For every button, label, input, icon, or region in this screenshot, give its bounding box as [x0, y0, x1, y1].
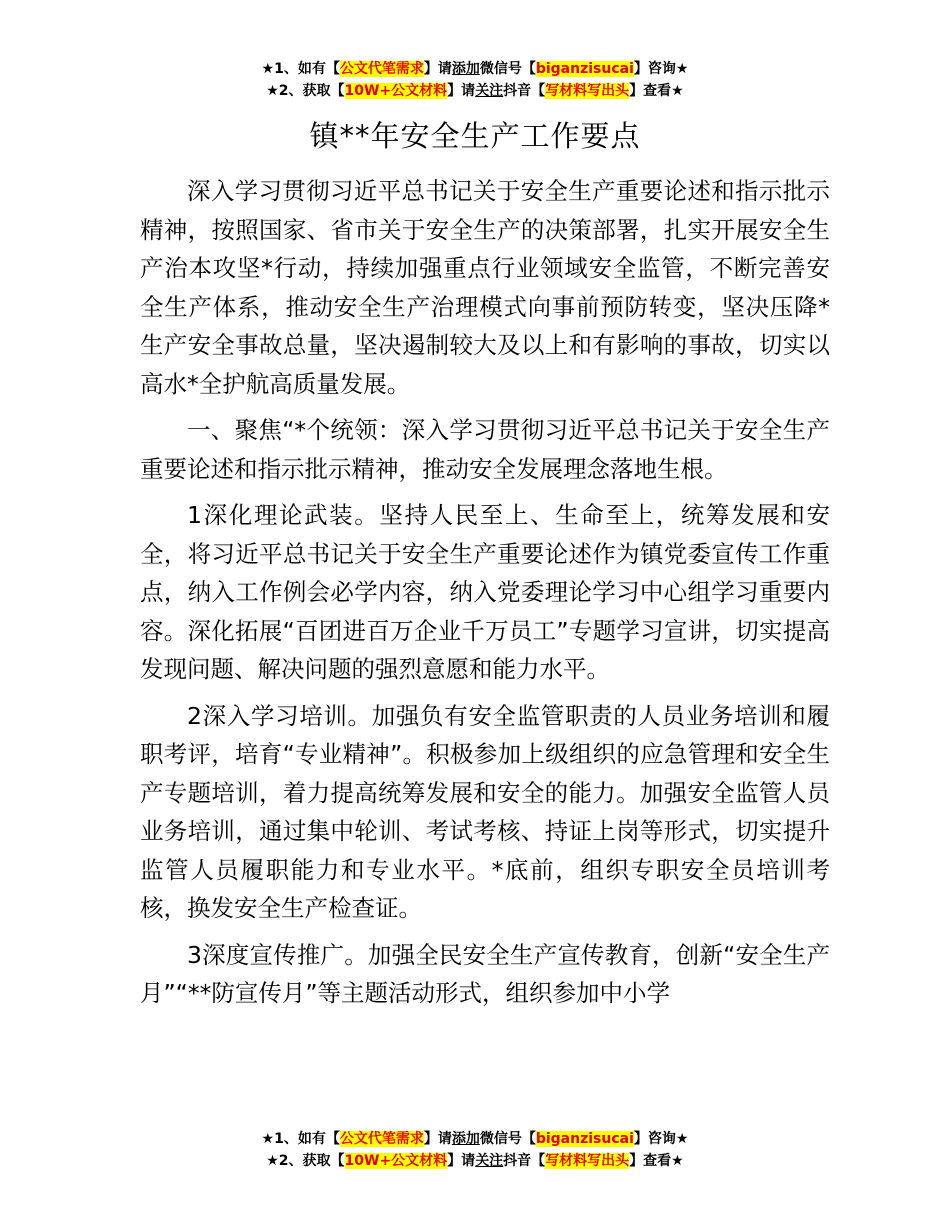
footer-highlight-materials: 10W+公文材料	[344, 1153, 448, 1169]
paragraph-item-3: 3深度宣传推广。加强全民安全生产宣传教育，创新“安全生产月”“**防宣传月”等主题活动形式，组织参加中小学	[140, 940, 830, 1007]
footer-banner	[0, 1128, 950, 1172]
footer-highlight-writing-service: 公文代笔需求	[339, 1131, 424, 1147]
highlight-douyin-account: 写材料写出头	[545, 83, 630, 99]
header-banner	[0, 58, 950, 102]
highlight-wechat-id: biganzisucai	[535, 61, 634, 77]
document-body	[140, 172, 830, 1021]
footer-highlight-wechat-id: biganzisucai	[535, 1131, 634, 1147]
footer-banner-line-2: ★2、获取【10W+公文材料】请关注抖音【写材料写出头】查看★	[266, 1153, 684, 1169]
footer-banner-line-1: ★1、如有【公文代笔需求】请添加微信号【biganzisucai】咨询★	[261, 1131, 689, 1147]
document-title: 镇**年安全生产工作要点	[309, 119, 641, 153]
banner-line-2: ★2、获取【10W+公文材料】请关注抖音【写材料写出头】查看★	[266, 83, 684, 99]
footer-highlight-douyin-account: 写材料写出头	[545, 1153, 630, 1169]
banner-line-1: ★1、如有【公文代笔需求】请添加微信号【biganzisucai】咨询★	[261, 61, 689, 77]
paragraph-item-1: 1深化理论武装。坚持人民至上、生命至上，统筹发展和安全，将习近平总书记关于安全生产重要论述作为镇党委宣传工作重点，纳入工作例会必学内容，纳入党委理论学习中心组学习重要内容。深化拓展“百团进百万企业千万员工”专题学习宣讲，切实提高发现问题、解决问题的强烈意愿和能力水平。	[140, 501, 830, 683]
paragraph-intro: 深入学习贯彻习近平总书记关于安全生产重要论述和指示批示精神，按照国家、省市关于安全生产的决策部署，扎实开展安全生产治本攻坚*行动，持续加强重点行业领域安全监管，不断完善安全生产体系，推动安全生产治理模式向事前预防转变，坚决压降*生产安全事故总量，坚决遏制较大及以上和有影响的事故，切实以高水*全护航高质量发展。	[140, 177, 830, 398]
highlight-materials: 10W+公文材料	[344, 83, 448, 99]
highlight-writing-service: 公文代笔需求	[339, 61, 424, 77]
paragraph-section-1: 一、聚焦“*个统领：深入学习贯彻习近平总书记关于安全生产重要论述和指示批示精神，推动安全发展理念落地生根。	[140, 416, 830, 483]
paragraph-item-2: 2深入学习培训。加强负有安全监管职责的人员业务培训和履职考评，培育“专业精神”。积极参加上级组织的应急管理和安全生产专题培训，着力提高统筹发展和安全的能力。加强安全监管人员业务培训，通过集中轮训、考试考核、持证上岗等形式，切实提升监管人员履职能力和专业水平。*底前，组织专职安全员培训考核，换发安全生产检查证。	[140, 701, 830, 922]
